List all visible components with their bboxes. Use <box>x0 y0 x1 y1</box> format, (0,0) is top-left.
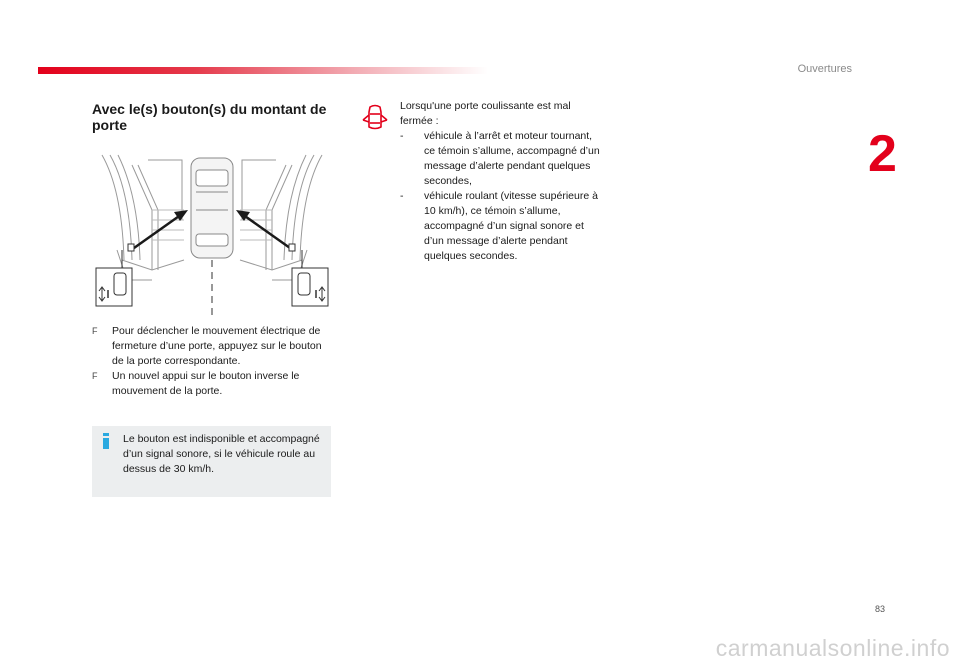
dash-mark: - <box>400 190 404 202</box>
bullet-mark: F <box>92 326 98 336</box>
instruction-list <box>92 324 332 399</box>
item-text: véhicule à l’arrêt et moteur tournant, ce témoin s’allume, accompagné d’un message d’alerte pendant quelques secondes, <box>424 130 600 187</box>
warning-intro: Lorsqu'une porte coulissante est mal fermée : <box>400 100 571 127</box>
section-heading: Avec le(s) bouton(s) du montant de porte <box>92 101 327 133</box>
sliding-door-warning-icon <box>361 103 389 133</box>
list-item <box>92 369 332 399</box>
bullet-text: Un nouvel appui sur le bouton inverse le mouvement de la porte. <box>112 370 300 397</box>
bullet-text: Pour déclencher le mouvement électrique de fermeture d’une porte, appuyez sur le bouton de la porte correspondante. <box>112 325 322 367</box>
info-icon <box>102 433 110 449</box>
info-box <box>92 426 331 497</box>
list-item <box>92 324 332 369</box>
chapter-number: 2 <box>868 125 897 183</box>
list-item <box>400 189 600 264</box>
list-item <box>400 129 600 189</box>
door-button-illustration <box>92 150 332 315</box>
item-text: véhicule roulant (vitesse supérieure à 10 km/h), ce témoin s’allume, accompagné d’un signal sonore et d’un message d’alerte pendant quelques secondes. <box>424 190 598 262</box>
warning-description <box>400 99 600 264</box>
watermark: carmanualsonline.info <box>715 635 950 661</box>
header-accent-bar <box>38 67 488 74</box>
bullet-mark: F <box>92 371 98 381</box>
dash-mark: - <box>400 130 404 142</box>
section-name: Ouvertures <box>797 63 852 75</box>
page-number: 83 <box>875 604 886 614</box>
info-text: Le bouton est indisponible et accompagné d’un signal sonore, si le véhicule roule au dessus de 30 km/h. <box>123 433 320 475</box>
